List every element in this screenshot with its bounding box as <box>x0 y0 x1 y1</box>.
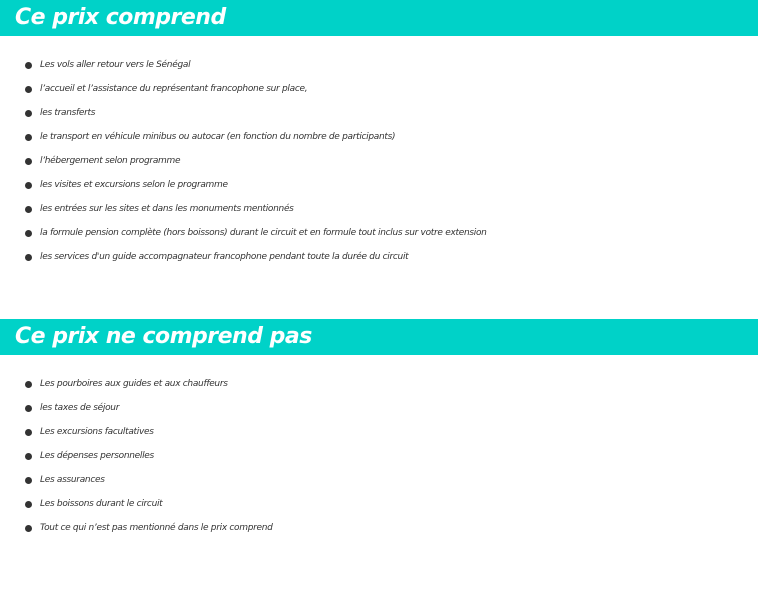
included-item <box>0 149 758 173</box>
bullet-icon <box>25 477 32 484</box>
bullet-icon <box>25 501 32 508</box>
bullet-icon <box>25 110 32 117</box>
included-heading: Ce prix comprend <box>0 0 758 36</box>
included-item <box>0 197 758 221</box>
included-item <box>0 245 758 269</box>
included-item-text: la formule pension complète (hors boissons) durant le circuit et en formule tout inclus sur votre extension <box>40 228 487 238</box>
included-item <box>0 173 758 197</box>
included-item-text: le transport en véhicule minibus ou autocar (en fonction du nombre de participants) <box>40 132 396 142</box>
included-item-text: les visites et excursions selon le programme <box>40 180 228 190</box>
bullet-icon <box>25 86 32 93</box>
excluded-item-text: les taxes de séjour <box>40 403 120 413</box>
bullet-icon <box>25 230 32 237</box>
bullet-icon <box>25 134 32 141</box>
included-item <box>0 53 758 77</box>
bullet-icon <box>25 405 32 412</box>
included-list <box>0 53 758 269</box>
bullet-icon <box>25 254 32 261</box>
bullet-icon <box>25 182 32 189</box>
included-item <box>0 125 758 149</box>
excluded-item-text: Tout ce qui n’est pas mentionné dans le prix comprend <box>40 523 273 533</box>
excluded-item-text: Les excursions facultatives <box>40 427 154 437</box>
excluded-item <box>0 444 758 468</box>
excluded-item-text: Les boissons durant le circuit <box>40 499 163 509</box>
included-section <box>0 0 758 269</box>
bullet-icon <box>25 453 32 460</box>
excluded-item-text: Les dépenses personnelles <box>40 451 154 461</box>
included-item-text: l’hébergement selon programme <box>40 156 181 166</box>
excluded-item <box>0 516 758 540</box>
bullet-icon <box>25 206 32 213</box>
excluded-list <box>0 372 758 540</box>
excluded-item <box>0 396 758 420</box>
bullet-icon <box>25 381 32 388</box>
included-item-text: l’accueil et l’assistance du représentant francophone sur place, <box>40 84 308 94</box>
included-item-text: les transferts <box>40 108 96 118</box>
included-item-text: les services d'un guide accompagnateur francophone pendant toute la durée du circuit <box>40 252 409 262</box>
bullet-icon <box>25 429 32 436</box>
excluded-item <box>0 420 758 444</box>
included-item <box>0 101 758 125</box>
excluded-item <box>0 372 758 396</box>
included-item-text: les entrées sur les sites et dans les monuments mentionnés <box>40 204 294 214</box>
excluded-item <box>0 468 758 492</box>
bullet-icon <box>25 525 32 532</box>
bullet-icon <box>25 62 32 69</box>
excluded-item-text: Les pourboires aux guides et aux chauffeurs <box>40 379 228 389</box>
bullet-icon <box>25 158 32 165</box>
excluded-item-text: Les assurances <box>40 475 105 485</box>
excluded-item <box>0 492 758 516</box>
included-item <box>0 77 758 101</box>
excluded-heading: Ce prix ne comprend pas <box>0 319 758 355</box>
included-item-text: Les vols aller retour vers le Sénégal <box>40 60 191 70</box>
excluded-section <box>0 319 758 540</box>
included-item <box>0 221 758 245</box>
